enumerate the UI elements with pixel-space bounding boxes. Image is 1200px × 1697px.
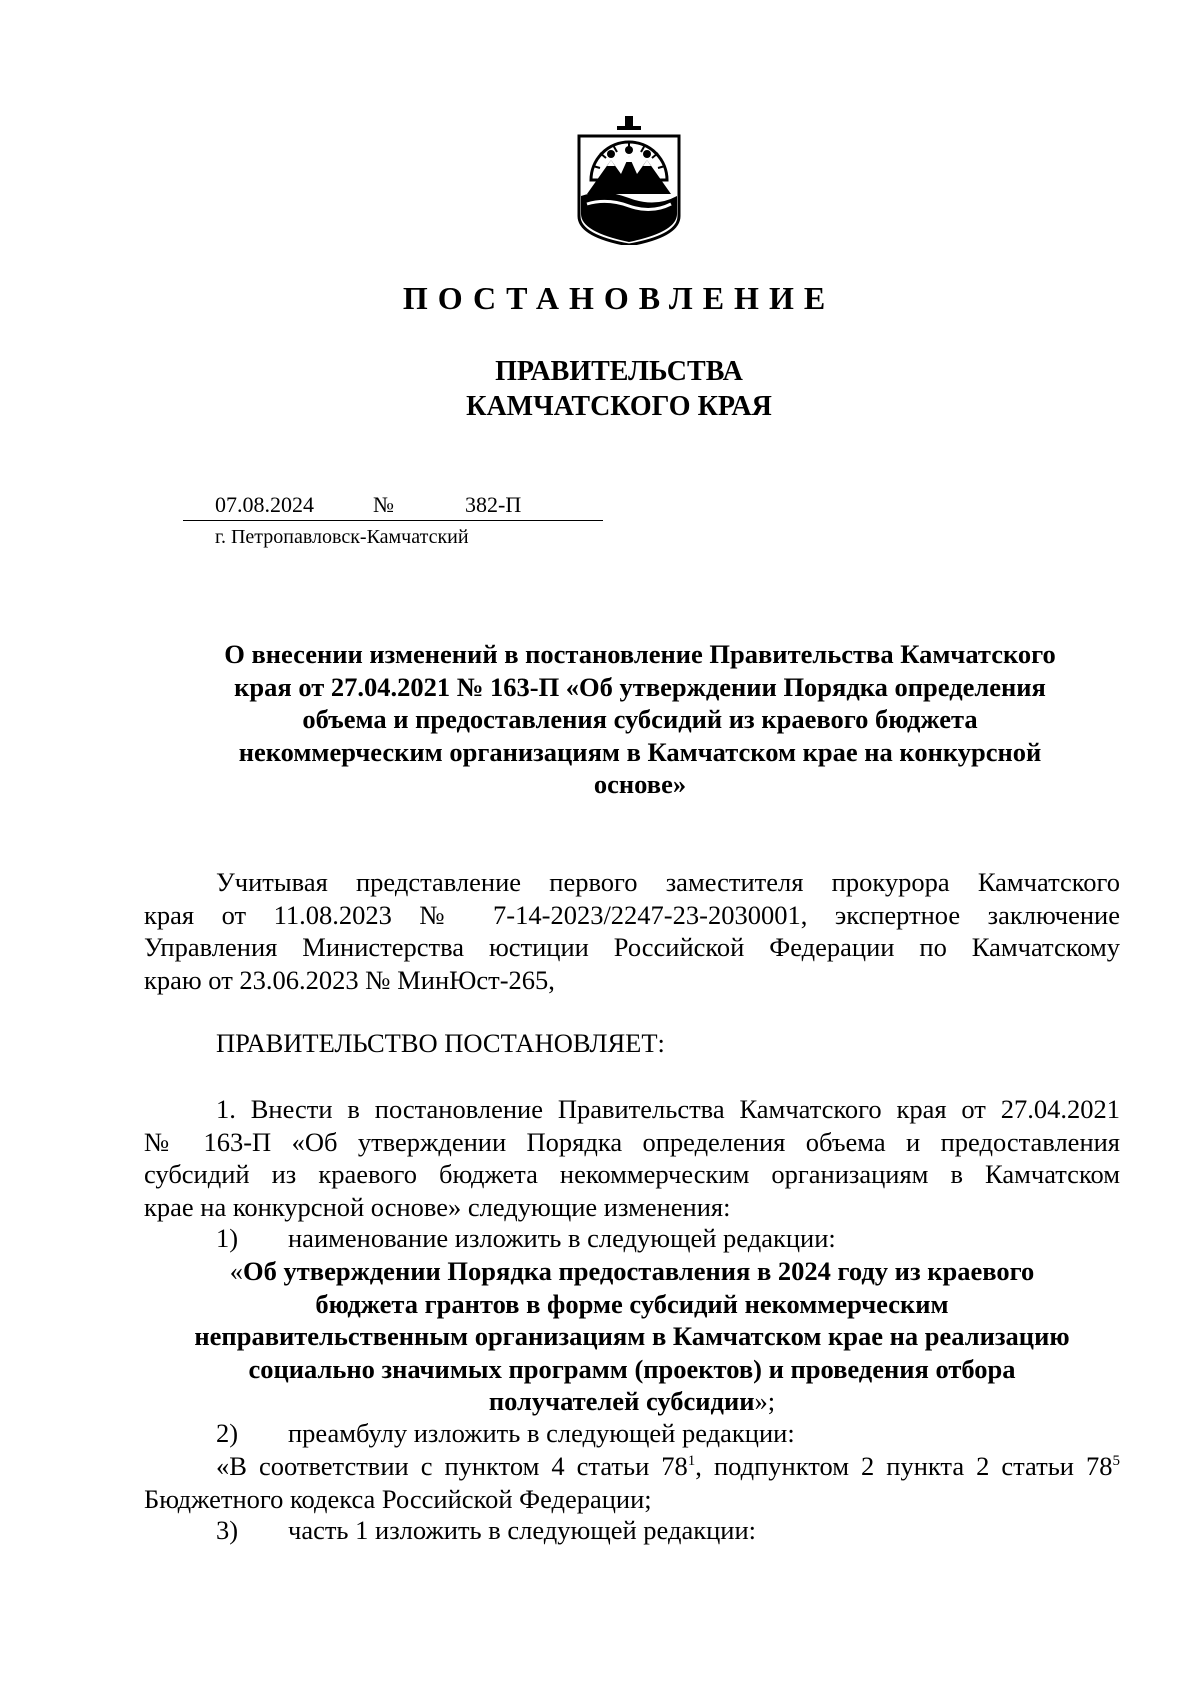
subitem-2	[216, 1418, 795, 1449]
document-type-heading: ПОСТАНОВЛЕНИЕ	[402, 280, 836, 316]
subitem-number: 3)	[216, 1515, 239, 1545]
basis-line: края от 11.08.2023 № 7-14-2023/2247-23-2030001, экспертное заключение	[144, 899, 1120, 930]
new-title-line: социально значимых программ (проектов) и проведения отбора	[248, 1353, 1016, 1384]
preamble-part: , подпунктом 2 пункта 2 статьи 78	[695, 1451, 1113, 1481]
basis-line: Учитывая представление первого заместителя прокурора Камчатского	[216, 867, 1120, 897]
new-title-line: неправительственным организациям в Камчатском крае на реализацию	[194, 1321, 1070, 1351]
title-line: основе»	[593, 769, 687, 799]
new-title-line: получателей субсидии	[488, 1386, 755, 1416]
new-title-line: Об утверждении Порядка предоставления в 2024 году из краевого	[243, 1256, 1035, 1286]
subitem-text: наименование изложить в следующей редакции:	[288, 1223, 836, 1253]
subitem-number: 2)	[216, 1418, 239, 1448]
item-1-line: крае на конкурсной основе» следующие изменения:	[144, 1191, 731, 1222]
subitem-3	[216, 1515, 756, 1546]
new-title-line: бюджета грантов в форме субсидий некоммерческим	[315, 1288, 949, 1319]
kamchatka-coat-of-arms-icon	[573, 116, 685, 245]
preamble-line	[144, 1450, 1120, 1483]
subitem-text: преамбулу изложить в следующей редакции:	[288, 1418, 795, 1448]
subitem-number: 1)	[216, 1223, 239, 1253]
registration-block	[183, 490, 603, 548]
preamble-part: «В соответствии с пунктом 4 статьи 78	[216, 1451, 688, 1481]
issuing-authority	[0, 354, 1200, 424]
document-title	[150, 638, 1130, 801]
title-line: края от 27.04.2021 № 163-П «Об утверждении Порядка определения	[234, 671, 1046, 702]
document-number: 382-П	[465, 492, 522, 517]
basis-line: краю от 23.06.2023 № МинЮст-265,	[144, 964, 555, 995]
item-1-line: субсидий из краевого бюджета некоммерческим организациям в Камчатском	[144, 1159, 1120, 1189]
title-line: некоммерческим организациям в Камчатском крае на конкурсной	[238, 736, 1042, 767]
preamble-line: Бюджетного кодекса Российской Федерации;	[144, 1483, 652, 1514]
basis-line: Управления Министерства юстиции Российской Федерации по Камчатскому	[144, 932, 1120, 962]
registration-line	[183, 490, 603, 521]
open-quote: «	[229, 1256, 243, 1286]
item-1-line: 1. Внести в постановление Правительства Камчатского края от 27.04.2021	[216, 1094, 1120, 1124]
subitem-1	[216, 1223, 836, 1254]
new-title-quote	[144, 1255, 1120, 1418]
preamble-quote	[144, 1450, 1120, 1515]
item-1-line: № 163-П «Об утверждении Порядка определения объема и предоставления	[144, 1126, 1120, 1157]
authority-line-1: ПРАВИТЕЛЬСТВА	[495, 356, 743, 387]
item-1-paragraph	[144, 1093, 1120, 1223]
subitem-text: часть 1 изложить в следующей редакции:	[288, 1515, 756, 1545]
superscript: 1	[687, 1453, 696, 1470]
superscript: 5	[1112, 1453, 1120, 1470]
resolving-clause: ПРАВИТЕЛЬСТВО ПОСТАНОВЛЯЕТ:	[216, 1028, 665, 1058]
close-quote: »;	[754, 1386, 776, 1416]
basis-paragraph	[144, 866, 1120, 996]
title-line: О внесении изменений в постановление Правительства Камчатского	[224, 639, 1056, 669]
place-of-issue: г. Петропавловск-Камчатский	[215, 526, 469, 548]
number-sign: №	[373, 492, 394, 517]
title-line: объема и предоставления субсидий из краевого бюджета	[302, 704, 978, 734]
document-date: 07.08.2024	[215, 492, 314, 517]
authority-line-2: КАМЧАТСКОГО КРАЯ	[466, 391, 772, 422]
